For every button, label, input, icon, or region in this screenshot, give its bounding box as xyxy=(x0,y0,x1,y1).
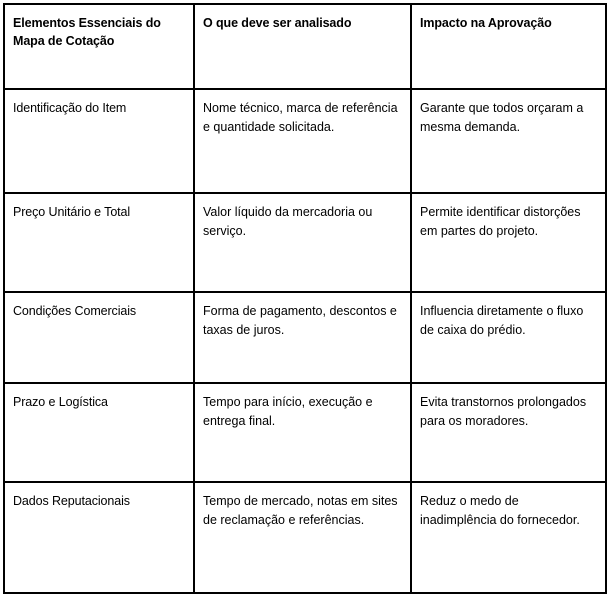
table-row xyxy=(4,482,606,593)
cell-element-name: Condições Comerciais xyxy=(4,292,194,383)
cell-analysis: Nome técnico, marca de referência e quantidade solicitada. xyxy=(194,89,411,193)
table-row xyxy=(4,383,606,482)
table-row xyxy=(4,193,606,292)
table-row xyxy=(4,89,606,193)
table-body xyxy=(4,89,606,593)
cell-analysis: Forma de pagamento, descontos e taxas de juros. xyxy=(194,292,411,383)
quotation-map-table xyxy=(3,3,607,594)
column-header-analysis: O que deve ser analisado xyxy=(194,4,411,89)
cell-impact: Permite identificar distorções em partes do projeto. xyxy=(411,193,606,292)
cell-impact: Evita transtornos prolongados para os moradores. xyxy=(411,383,606,482)
cell-element-name: Preço Unitário e Total xyxy=(4,193,194,292)
cell-impact: Garante que todos orçaram a mesma demanda. xyxy=(411,89,606,193)
cell-analysis: Valor líquido da mercadoria ou serviço. xyxy=(194,193,411,292)
table-header-row xyxy=(4,4,606,89)
table-row xyxy=(4,292,606,383)
cell-analysis: Tempo de mercado, notas em sites de reclamação e referências. xyxy=(194,482,411,593)
cell-impact: Influencia diretamente o fluxo de caixa do prédio. xyxy=(411,292,606,383)
cell-impact: Reduz o medo de inadimplência do fornecedor. xyxy=(411,482,606,593)
table-head xyxy=(4,4,606,89)
column-header-elements: Elementos Essenciais do Mapa de Cotação xyxy=(4,4,194,89)
cell-element-name: Dados Reputacionais xyxy=(4,482,194,593)
cell-element-name: Prazo e Logística xyxy=(4,383,194,482)
cell-element-name: Identificação do Item xyxy=(4,89,194,193)
cell-analysis: Tempo para início, execução e entrega final. xyxy=(194,383,411,482)
column-header-impact: Impacto na Aprovação xyxy=(411,4,606,89)
